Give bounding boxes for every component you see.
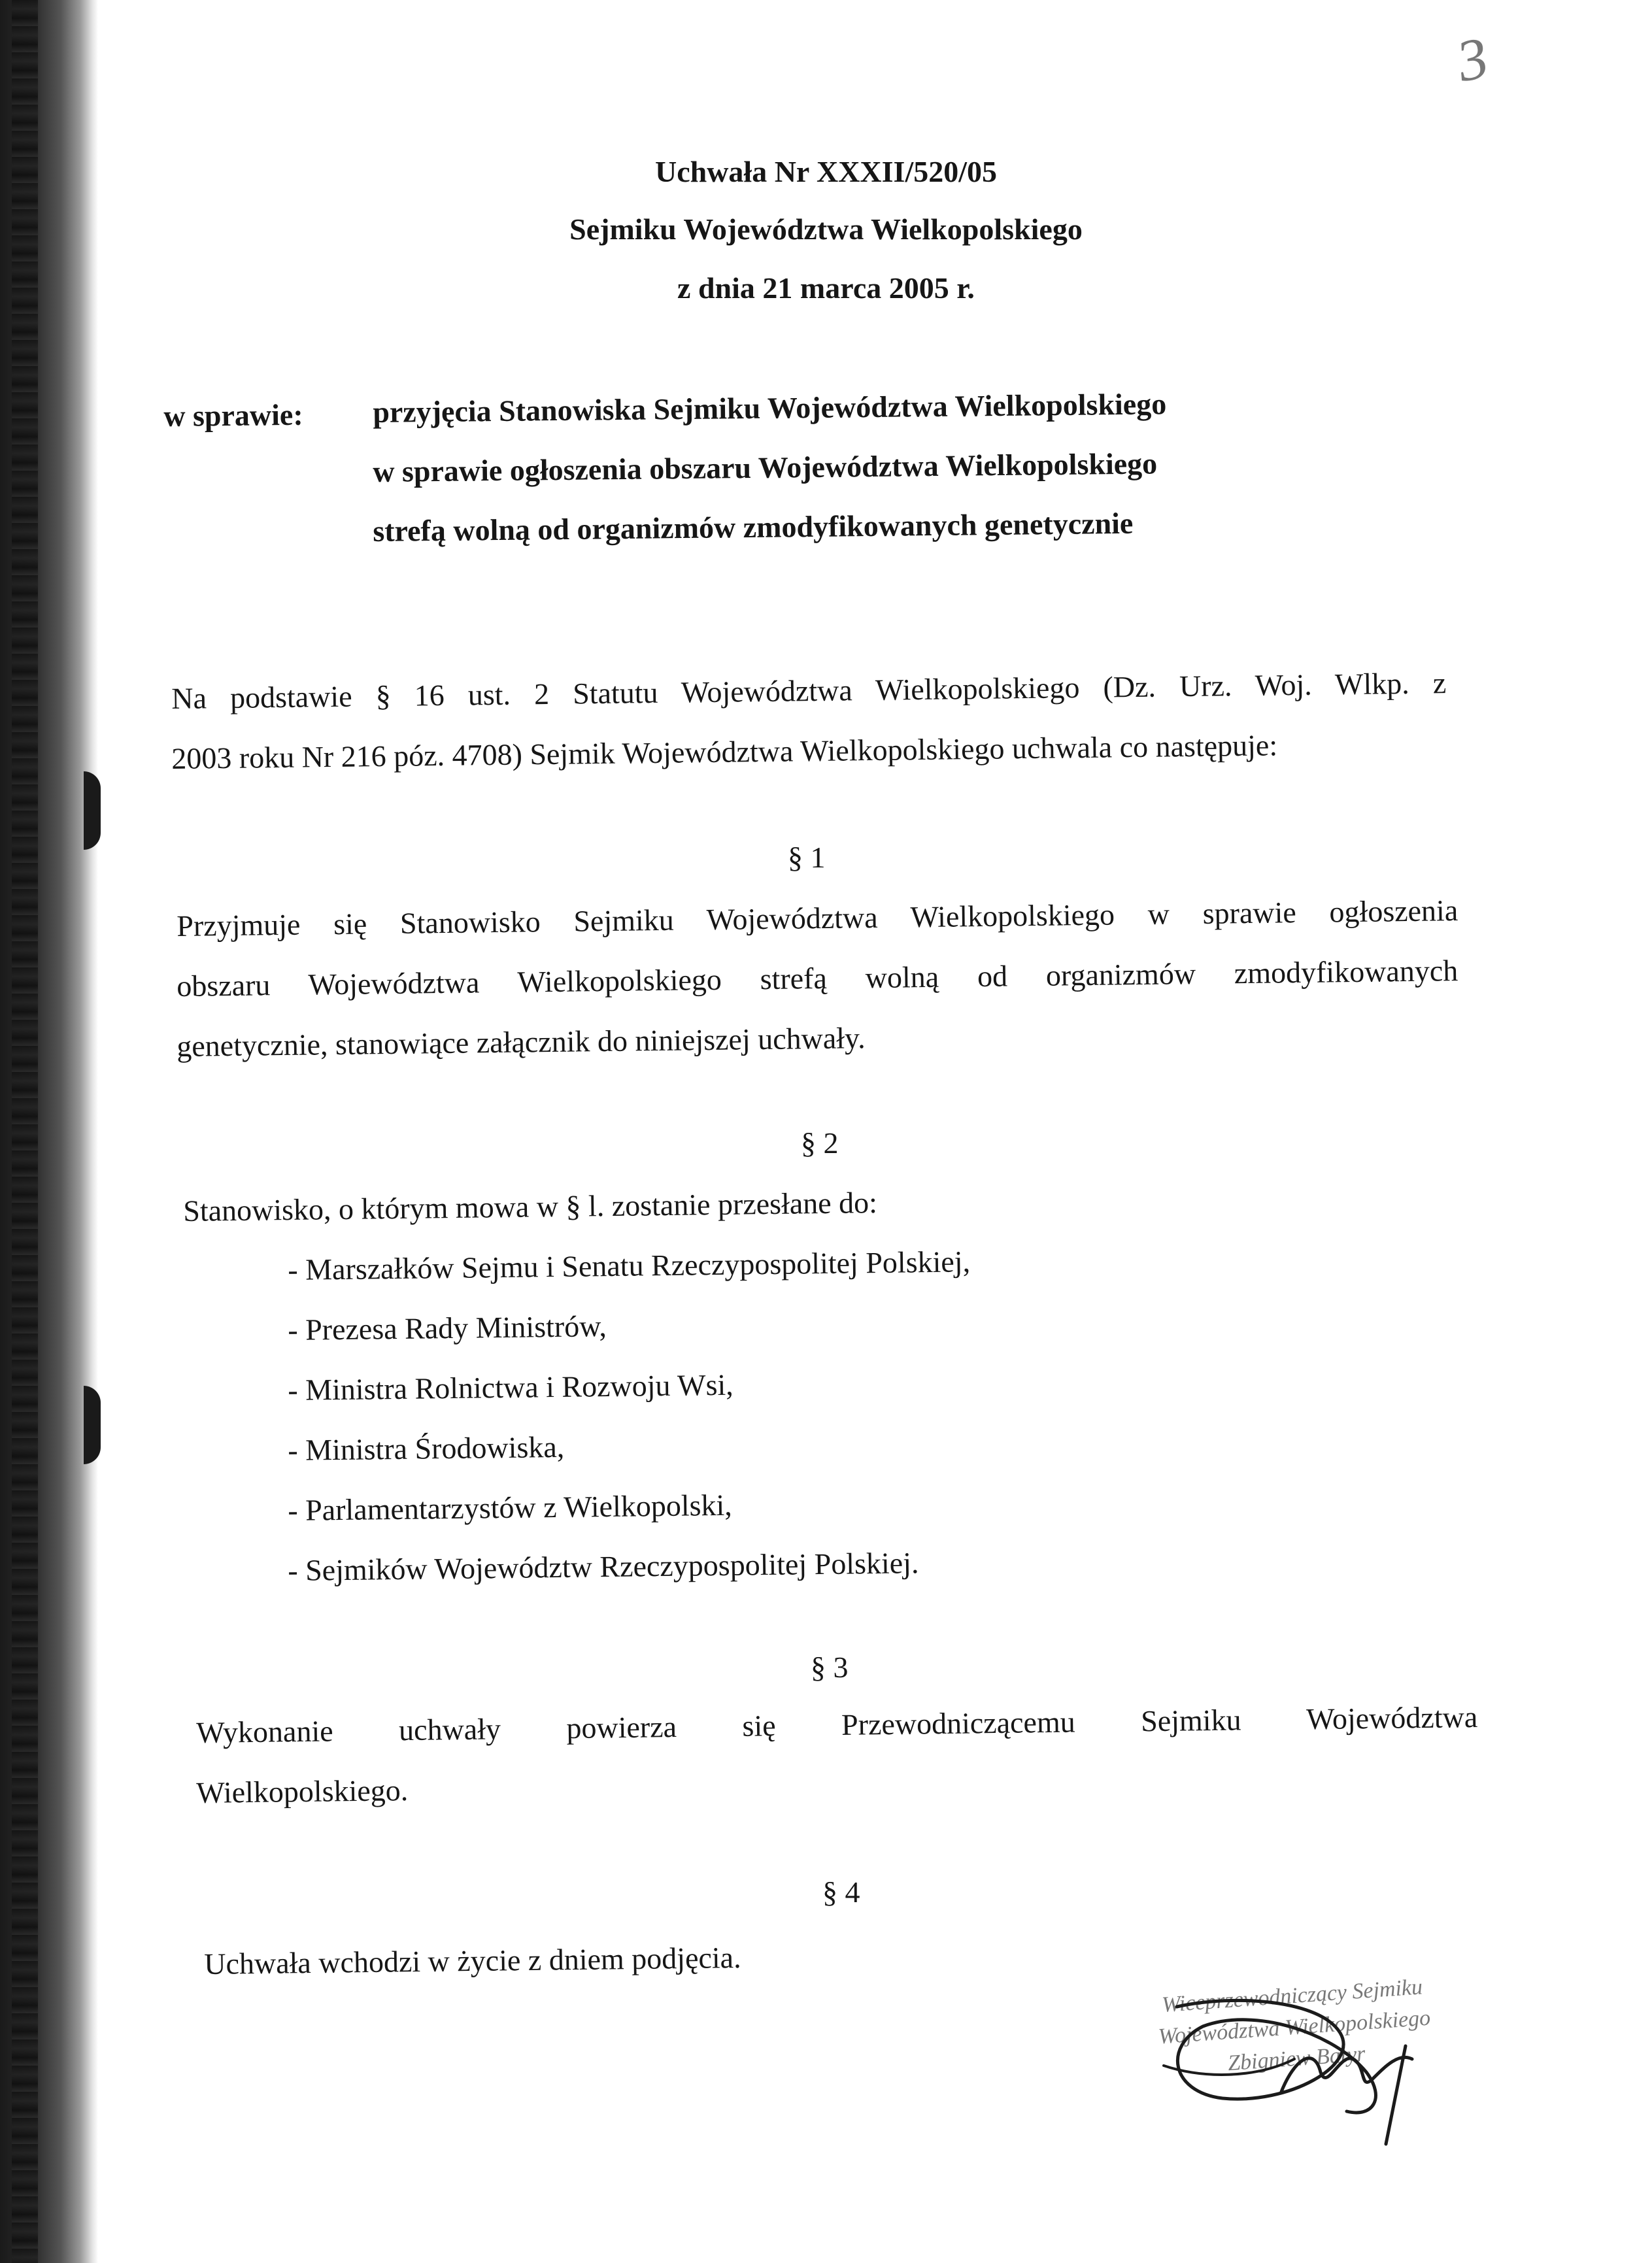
recipient-item: - Ministra Rolnictwa i Rozwoju Wsi,	[288, 1367, 734, 1407]
preamble-line-1: Na podstawie § 16 ust. 2 Statutu Województwa Wielkopolskiego (Dz. Urz. Woj. Wlkp. z	[171, 666, 1447, 715]
punch-hole-top	[84, 771, 101, 850]
section-2-intro: Stanowisko, o którym mowa w § l. zostanie przesłane do:	[183, 1186, 878, 1228]
stamp-title: Wiceprzewodniczący Sejmiku	[1161, 1975, 1424, 2018]
scan-binding-strip	[12, 0, 38, 2263]
subject-label: w sprawie:	[163, 397, 303, 433]
section-3-symbol: § 3	[811, 1651, 849, 1684]
stamp-signatory: Zbigniew Batyr	[1226, 2041, 1366, 2076]
section-1-line-3: genetycznie, stanowiące załącznik do niniejszej uchwały.	[177, 1021, 866, 1063]
subject-line-2: w sprawie ogłoszenia obszaru Województwa Wielkopolskiego	[373, 446, 1158, 488]
section-4-symbol: § 4	[822, 1875, 860, 1909]
section-1-line-1: Przyjmuje się Stanowisko Sejmiku Województwa Wielkopolskiego w sprawie ogłoszenia	[177, 894, 1458, 943]
subject-line-3: strefą wolną od organizmów zmodyfikowanych genetycznie	[373, 506, 1134, 548]
resolution-date: z dnia 21 marca 2005 r.	[677, 271, 975, 305]
stamp-body: Województwa Wielkopolskiego	[1157, 2005, 1432, 2049]
resolution-number: Uchwała Nr XXXII/520/05	[654, 155, 998, 188]
recipient-item: - Ministra Środowiska,	[288, 1430, 565, 1467]
handwritten-signature	[1124, 1981, 1464, 2151]
section-1-line-2: obszaru Województwa Wielkopolskiego strefą wolną od organizmów zmodyfikowanych	[177, 954, 1458, 1003]
subject-line-1: przyjęcia Stanowiska Sejmiku Województwa Wielkopolskiego	[373, 387, 1167, 429]
handwritten-page-mark: 3	[1451, 25, 1494, 95]
section-1-symbol: § 1	[788, 841, 826, 874]
section-2-symbol: § 2	[801, 1126, 839, 1160]
punch-hole-bottom	[84, 1386, 101, 1464]
recipient-item: - Parlamentarzystów z Wielkopolski,	[288, 1488, 733, 1527]
recipient-item: - Sejmików Województw Rzeczypospolitej Polskiej.	[288, 1546, 919, 1587]
section-3-line-2: Wielkopolskiego.	[196, 1773, 409, 1809]
section-4-line-1: Uchwała wchodzi w życie z dniem podjęcia.	[204, 1940, 741, 1981]
signature-block	[1124, 1975, 1464, 2151]
recipient-item: - Marszałków Sejmu i Senatu Rzeczypospolitej Polskiej,	[288, 1245, 971, 1286]
recipient-item: - Prezesa Rady Ministrów,	[288, 1309, 607, 1347]
section-3-line-1: Wykonanie uchwały powierza się Przewodniczącemu Sejmiku Województwa	[196, 1700, 1478, 1749]
issuing-body: Sejmiku Województwa Wielkopolskiego	[569, 212, 1083, 246]
preamble-line-2: 2003 roku Nr 216 póz. 4708) Sejmik Województwa Wielkopolskiego uchwala co następuje:	[171, 728, 1278, 775]
